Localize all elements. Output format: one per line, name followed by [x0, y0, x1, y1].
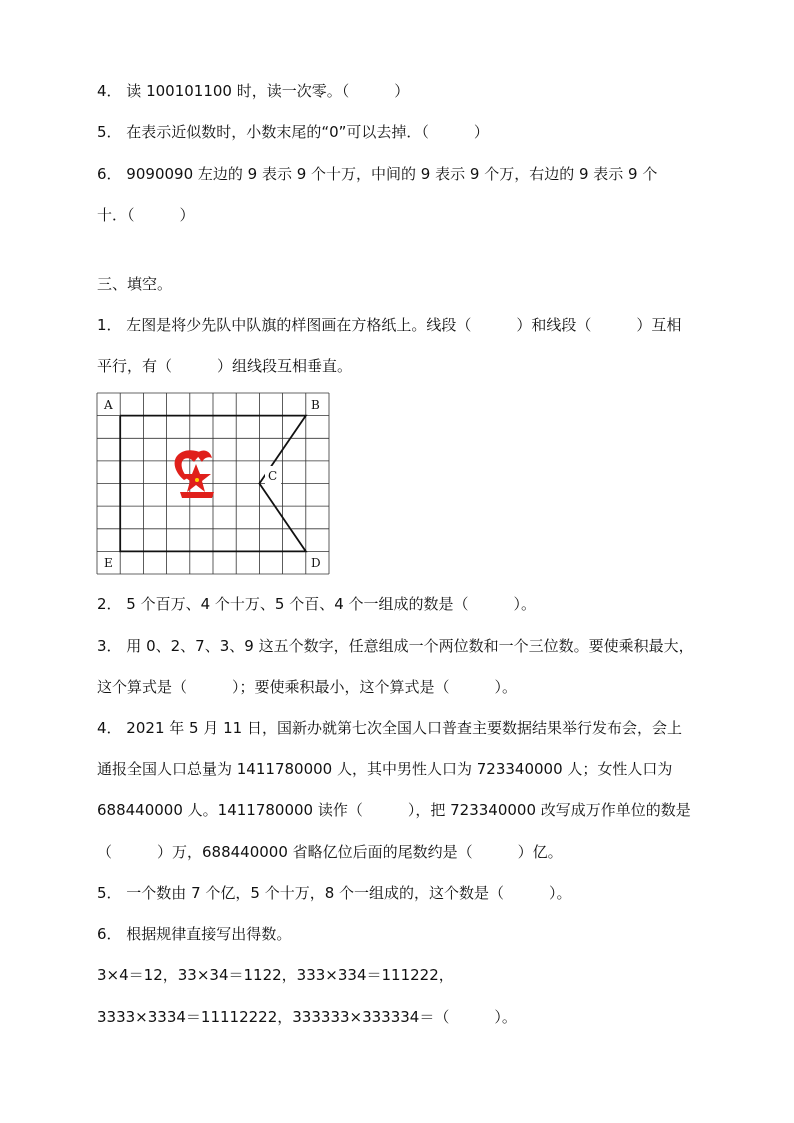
grid-lines	[97, 393, 329, 574]
fill-q3-line1: 3． 用 0、2、7、3、9 这五个数字，任意组成一个两位数和一个三位数。要使乘积最大，	[97, 637, 694, 655]
fill-q3-line2: 这个算式是（ ）；要使乘积最小，这个算式是（ ）。	[97, 678, 518, 696]
grid-figure	[96, 392, 330, 575]
fill-q4-line2: 通报全国人口总量为 1411780000 人，其中男性人口为 723340000 人；女性人口为	[97, 760, 673, 778]
fill-q4-line4: （ ）万，688440000 省略亿位后面的尾数约是（ ）亿。	[97, 843, 563, 861]
flag-emblem	[175, 450, 214, 498]
judge-q6-line2: 十．（ ）	[97, 206, 195, 224]
fill-q1-line2: 平行，有（ ）组线段互相垂直。	[97, 357, 353, 375]
label-b: B	[311, 398, 320, 412]
grid-svg	[96, 392, 330, 575]
judge-q5: 5． 在表示近似数时，小数末尾的“0”可以去掉．（ ）	[97, 123, 489, 141]
fill-q6-row2: 3333×3334＝11112222，333333×333334＝（ ）。	[97, 1008, 517, 1026]
fill-q4-line3: 688440000 人。1411780000 读作（ ），把 723340000 改写成万作单位的数是	[97, 801, 691, 819]
fill-q2: 2． 5 个百万、4 个十万、5 个百、4 个一组成的数是（ ）。	[97, 595, 537, 613]
label-d: D	[311, 556, 321, 570]
label-e: E	[104, 556, 113, 570]
judge-q4: 4． 读 100101100 时，读一次零。（ ）	[97, 82, 410, 100]
fill-q6-row1: 3×4＝12，33×34＝1122，333×334＝111222，	[97, 966, 454, 984]
judge-q6-line1: 6． 9090090 左边的 9 表示 9 个十万，中间的 9 表示 9 个万，右边的 9 表示 9 个	[97, 165, 658, 183]
fill-q1-line1: 1． 左图是将少先队中队旗的样图画在方格纸上。线段（ ）和线段（ ）互相	[97, 316, 682, 334]
fill-q6: 6． 根据规律直接写出得数。	[97, 925, 292, 943]
section-title: 三、填空。	[97, 275, 173, 293]
label-c: C	[268, 469, 278, 483]
fill-q4-line1: 4． 2021 年 5 月 11 日，国新办就第七次全国人口普查主要数据结果举行发布会，会上	[97, 719, 682, 737]
fill-q5: 5． 一个数由 7 个亿，5 个十万，8 个一组成的，这个数是（ ）。	[97, 884, 572, 902]
label-a: A	[104, 398, 113, 412]
